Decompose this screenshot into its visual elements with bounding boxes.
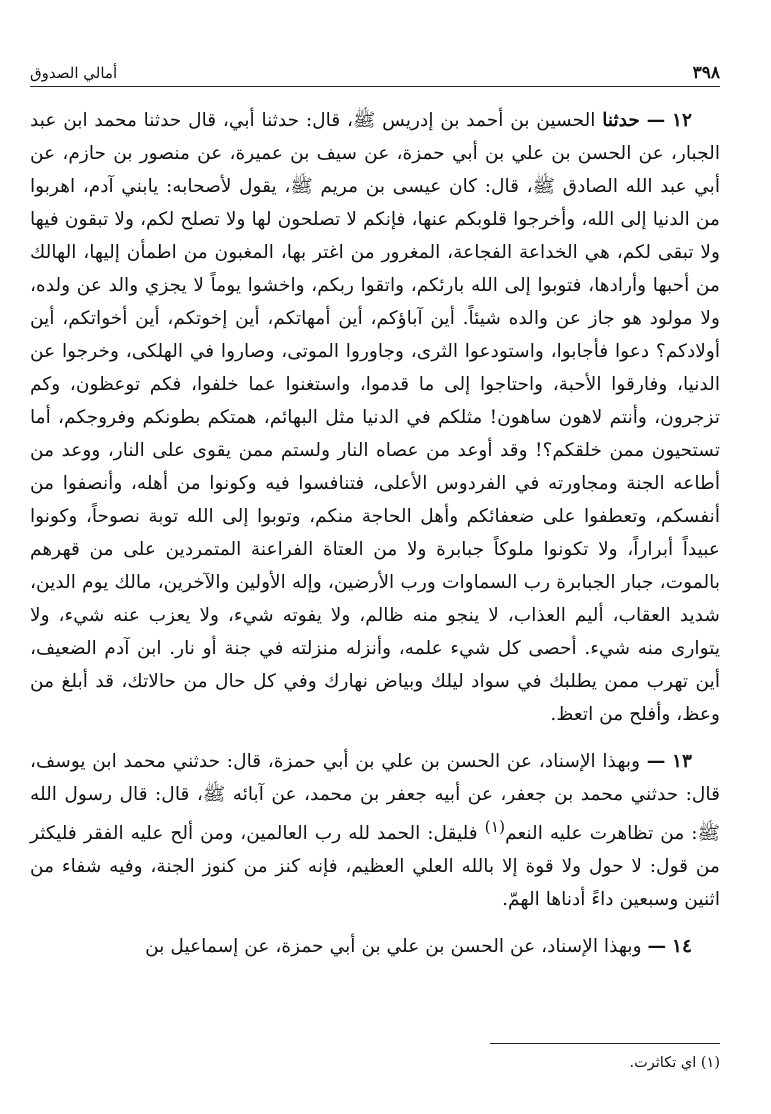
hadith-text: وبهذا الإسناد، عن الحسن بن علي بن أبي حمزة، قال: حدثني محمد ابن يوسف، قال: حدثني محمد بن جعفر، عن أبيه جعفر بن محمد، عن آبائه ﷺ، قال: قال رسول الله ﷺ: من تظاهرت عليه النعم xyxy=(30,751,720,845)
dash: — xyxy=(647,936,667,958)
hadith-opening: حدثنا xyxy=(602,110,640,131)
dash: — xyxy=(646,751,666,772)
hadith-13 xyxy=(30,745,720,916)
hadith-12 xyxy=(30,104,720,731)
main-text xyxy=(30,104,720,977)
hadith-number: ١٣ xyxy=(671,751,692,772)
page-header xyxy=(30,58,720,87)
page-number: ٣٩٨ xyxy=(692,63,720,83)
footnote-divider xyxy=(490,1043,720,1044)
hadith-14 xyxy=(30,930,720,963)
hadith-number: ١٢ xyxy=(672,110,692,131)
hadith-text: الحسين بن أحمد بن إدريس ﷺ، قال: حدثنا أبي، قال حدثنا محمد ابن عبد الجبار، عن الحسن بن علي بن أبي حمزة، عن سيف بن عميرة، عن منصور بن حازم، عن أبي عبد الله الصادق ﷺ، قال: كان عيسى بن مريم ﷺ، يقول لأصحابه: يابني آدم، اهربوا من الدنيا إلى الله، وأخرجوا قلوبكم عنها، فإنكم لا تصلحون لها ولا تصلح لكم، ولا تبقون فيها ولا تبقى لكم، هي الخداعة الفجاعة، المغرور من اغتر بها، المغبون من اطمأن إليها، الهالك من أحبها وأرادها، فتوبوا إلى الله بارئكم، واتقوا ربكم، واخشوا يوماً لا يجزي والد عن ولده، ولا مولود هو جاز عن والده شيئاً. أين آباؤكم، أين أمهاتكم، أين إخوتكم، أين أخواتكم، أين أولادكم؟ دعوا فأجابوا، واستودعوا الثرى، وجاوروا الموتى، وصاروا في الهلكى، وخرجوا عن الدنيا، وفارقوا الأحبة، واحتاجوا إلى ما قدموا، واستغنوا عما خلفوا، فكم توعظون، وكم تزجرون، وأنتم لاهون ساهون! مثلكم في الدنيا مثل البهائم، همتكم بطونكم وفروجكم، أما تستحيون ممن خلقكم؟! وقد أوعد من عصاه النار ولستم ممن يقوى على النار، ووعد من أطاعه الجنة ومجاورته في الفردوس الأعلى، فتنافسوا فيه وكونوا من أهله، وأنصفوا من أنفسكم، وتعطفوا على ضعفائكم وأهل الحاجة منكم، وتوبوا إلى الله توبة نصوحاً، وكونوا عبيداً أبراراً، ولا تكونوا ملوكاً جبابرة ولا من العتاة الفراعنة المتمردين على من قهرهم بالموت، جبار الجبابرة رب السماوات ورب الأرضين، وإله الأولين والآخرين، مالك يوم الدين، شديد العقاب، أليم العذاب، لا ينجو منه ظالم، ولا يفوته شيء، ولا يعزب عنه شيء، ولا يتوارى منه شيء. أحصى كل شيء علمه، وأنزله منزلته في جنة أو نار. ابن آدم الضعيف، أين تهرب ممن يطلبك في سواد ليلك وبياض نهارك وفي كل حال من حالاتك، قد أبلغ من وعظ، وأفلح من اتعظ. xyxy=(30,110,720,725)
hadith-number: ١٤ xyxy=(672,936,692,958)
hadith-text-continued: فليقل: الحمد لله رب العالمين، ومن ألح عليه الفقر فليكثر من قول: لا حول ولا قوة إلا بالله العلي العظيم، فإنه كنز من كنوز الجنة، وفيه شفاء من اثنين وسبعين داءً أدناها الهمّ. xyxy=(30,823,720,911)
footnote-marker: (١) xyxy=(484,818,506,836)
footnote-marker: (١) xyxy=(700,1055,720,1071)
hadith-text: وبهذا الإسناد، عن الحسن بن علي بن أبي حمزة، عن إسماعيل بن xyxy=(145,936,642,958)
footnote-text: اي تكاثرت. xyxy=(629,1055,697,1071)
running-title: أمالي الصدوق xyxy=(30,64,118,82)
dash: — xyxy=(646,110,666,131)
footnote xyxy=(220,1052,720,1074)
